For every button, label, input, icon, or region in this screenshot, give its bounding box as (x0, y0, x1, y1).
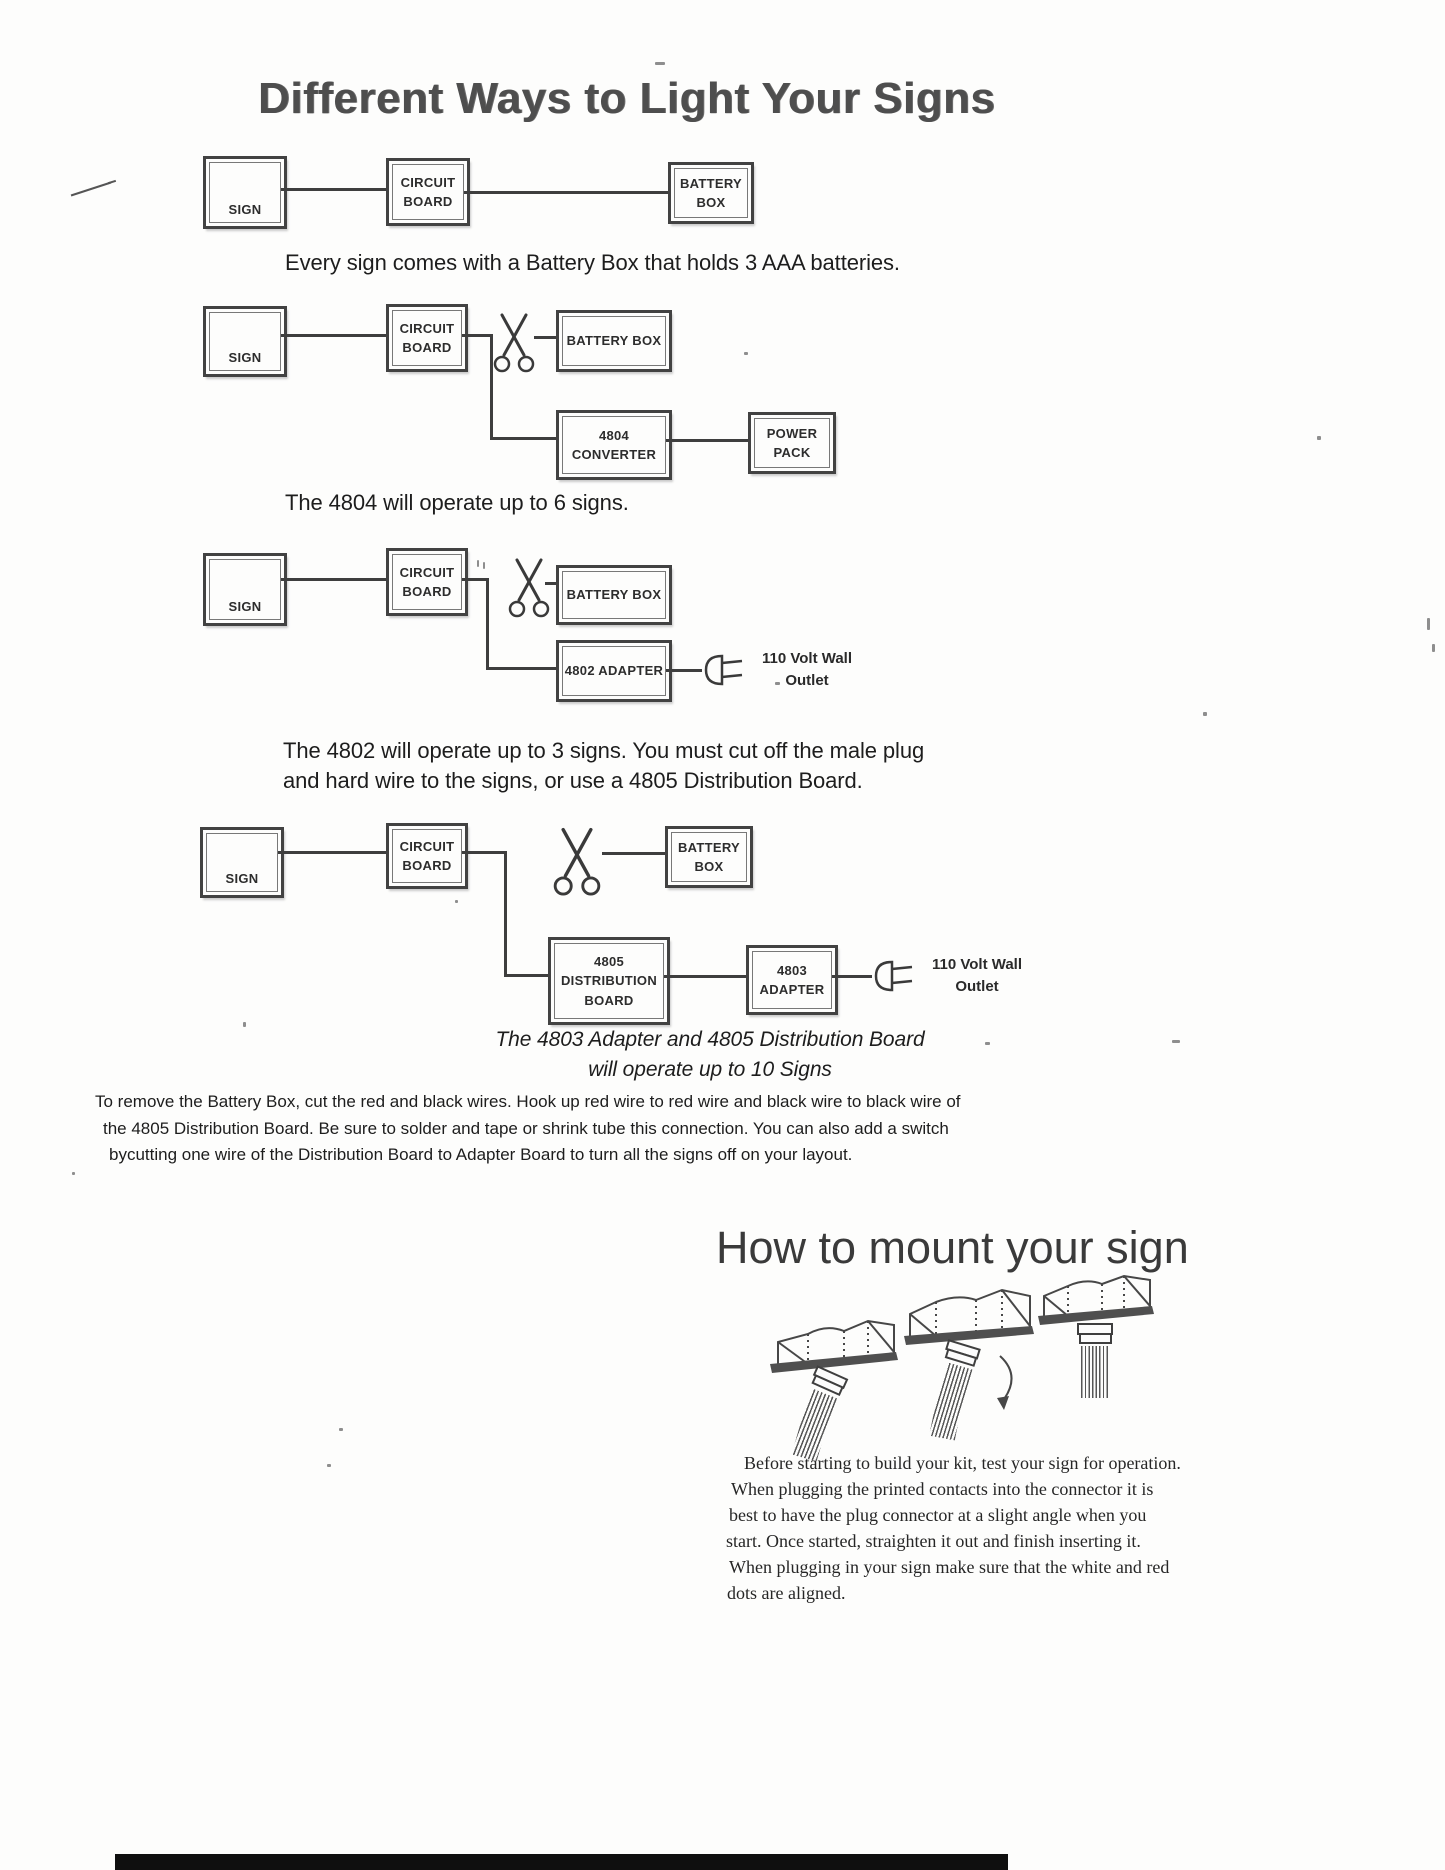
sign-label: SIGN (228, 349, 262, 365)
battery-box-label: BOX (694, 859, 724, 874)
converter-label: CONVERTER (571, 447, 657, 462)
scan-edge-bar (115, 1854, 1008, 1870)
diagram-1-caption: Every sign comes with a Battery Box that holds 3 AAA batteries. (285, 250, 900, 275)
scan-speck (985, 1042, 990, 1045)
battery-box-label: BATTERY (677, 839, 741, 855)
scan-speck (72, 1172, 75, 1175)
rotate-arrow-icon (997, 1356, 1012, 1410)
adapter-box (746, 945, 838, 1015)
power-plug-icon (700, 652, 748, 688)
scan-speck (477, 560, 479, 567)
scan-speck (483, 562, 485, 569)
battery-box (668, 162, 754, 224)
notes-line: To remove the Battery Box, cut the red and black wires. Hook up red wire to red wire and black wire to black wire of (95, 1092, 961, 1111)
wire (602, 852, 665, 855)
sign-label: SIGN (225, 870, 259, 886)
wire (462, 334, 493, 337)
scan-speck (1172, 1040, 1180, 1043)
pen-mark (108, 180, 116, 184)
adapter-label: 4803 (776, 962, 808, 978)
scan-speck (327, 1464, 331, 1467)
converter-label: 4804 (598, 427, 630, 443)
distribution-board-label: DISTRIBUTION (560, 973, 658, 989)
sign-box (203, 306, 287, 377)
scan-speck (455, 900, 458, 903)
sign-mount-step1-illustration (768, 1316, 903, 1466)
wall-outlet-label (922, 954, 1032, 998)
circuit-board-label: BOARD (403, 194, 453, 209)
wire (464, 191, 668, 194)
circuit-board-box (386, 548, 468, 616)
mount-instructions-line: best to have the plug connector at a slight angle when you (729, 1505, 1147, 1525)
diagram-2-caption: The 4804 will operate up to 6 signs. (285, 490, 629, 515)
wire (278, 851, 386, 854)
wire (534, 336, 556, 339)
mount-instructions-line: Before starting to build your kit, test your sign for operation. (744, 1453, 1181, 1473)
battery-box-label: BATTERY (679, 175, 743, 191)
adapter-label: 4802 ADAPTER (564, 663, 664, 679)
diagram-3-caption-line2: and hard wire to the signs, or use a 4805 Distribution Board. (283, 768, 863, 793)
notes-line: bycutting one wire of the Distribution Board to Adapter Board to turn all the signs off on your layout. (109, 1145, 853, 1164)
battery-box-label: BOX (696, 195, 726, 210)
battery-box-label: BATTERY BOX (566, 333, 662, 349)
circuit-board-label: CIRCUIT (400, 174, 456, 190)
wire (666, 439, 748, 442)
adapter-label: ADAPTER (759, 982, 825, 997)
wire (281, 578, 386, 581)
circuit-board-box (386, 823, 468, 889)
converter-box (556, 410, 672, 480)
wire (281, 334, 386, 337)
outlet-line: 110 Volt Wall (761, 650, 853, 667)
scan-speck (775, 682, 780, 685)
scan-speck (744, 352, 748, 355)
circuit-board-label: CIRCUIT (399, 838, 455, 854)
diagram-4-caption-line2: will operate up to 10 Signs (588, 1058, 832, 1081)
wire (462, 851, 507, 854)
scissors-icon (554, 826, 600, 900)
notes-line: the 4805 Distribution Board. Be sure to solder and tape or shrink tube this connection. You can also add a switch (103, 1119, 949, 1138)
wire (490, 334, 493, 440)
mount-instructions-line: When plugging the printed contacts into the connector it is (731, 1479, 1154, 1499)
wire (490, 437, 556, 440)
scan-speck (655, 62, 665, 65)
outlet-line: Outlet (955, 977, 999, 995)
diagram-4-caption-line1: The 4803 Adapter and 4805 Distribution Board (495, 1028, 925, 1051)
circuit-board-label: CIRCUIT (399, 320, 455, 336)
page-title: Different Ways to Light Your Signs (258, 74, 996, 123)
sign-label: SIGN (228, 598, 262, 614)
mount-instructions-line: When plugging in your sign make sure that the white and red (729, 1557, 1170, 1577)
mount-instructions-line: dots are aligned. (727, 1583, 846, 1603)
battery-box-label: BATTERY BOX (566, 587, 662, 603)
circuit-board-box (386, 304, 468, 372)
pen-mark (71, 182, 112, 197)
diagram-3-caption-line1: The 4802 will operate up to 3 signs. You must cut off the male plug (283, 738, 925, 763)
battery-box (556, 310, 672, 372)
wire (281, 188, 386, 191)
scan-speck (243, 1022, 246, 1027)
circuit-board-label: BOARD (402, 584, 452, 599)
mount-section-title: How to mount your sign (716, 1222, 1189, 1273)
distribution-board-label: BOARD (584, 992, 634, 1008)
scan-speck (1427, 618, 1430, 630)
wire (486, 578, 489, 670)
circuit-board-label: BOARD (402, 340, 452, 355)
wire (462, 578, 489, 581)
power-plug-icon (870, 958, 918, 994)
circuit-board-label: CIRCUIT (399, 564, 455, 580)
sign-box (203, 553, 287, 626)
circuit-board-label: BOARD (402, 858, 452, 873)
power-pack-label: PACK (773, 445, 811, 460)
mount-instructions-line: start. Once started, straighten it out and finish inserting it. (726, 1531, 1141, 1551)
adapter-box (556, 640, 672, 702)
sign-mount-step3-illustration (1038, 1272, 1158, 1407)
scan-speck (1432, 644, 1435, 652)
sign-box (200, 827, 284, 898)
wire (832, 975, 872, 978)
wall-outlet-label (752, 648, 862, 692)
power-pack-box (748, 412, 836, 474)
scissors-icon (494, 312, 534, 376)
circuit-board-box (386, 158, 470, 226)
wire (666, 669, 702, 672)
scissors-icon (509, 556, 549, 622)
sign-box (203, 156, 287, 229)
sign-mount-step2-illustration (902, 1286, 1042, 1451)
scan-speck (1203, 712, 1207, 716)
outlet-line: 110 Volt Wall (931, 956, 1023, 973)
battery-box (556, 565, 672, 625)
scan-speck (1317, 436, 1321, 440)
distribution-board-label: 4805 (593, 953, 625, 969)
wire (486, 667, 556, 670)
distribution-board-box (548, 937, 670, 1025)
sign-label: SIGN (228, 201, 262, 217)
scan-speck (339, 1428, 343, 1431)
battery-box (665, 826, 753, 888)
wire (504, 974, 548, 977)
power-pack-label: POWER (766, 425, 818, 441)
wire (504, 851, 507, 977)
wire (664, 975, 746, 978)
outlet-line: Outlet (785, 671, 829, 689)
